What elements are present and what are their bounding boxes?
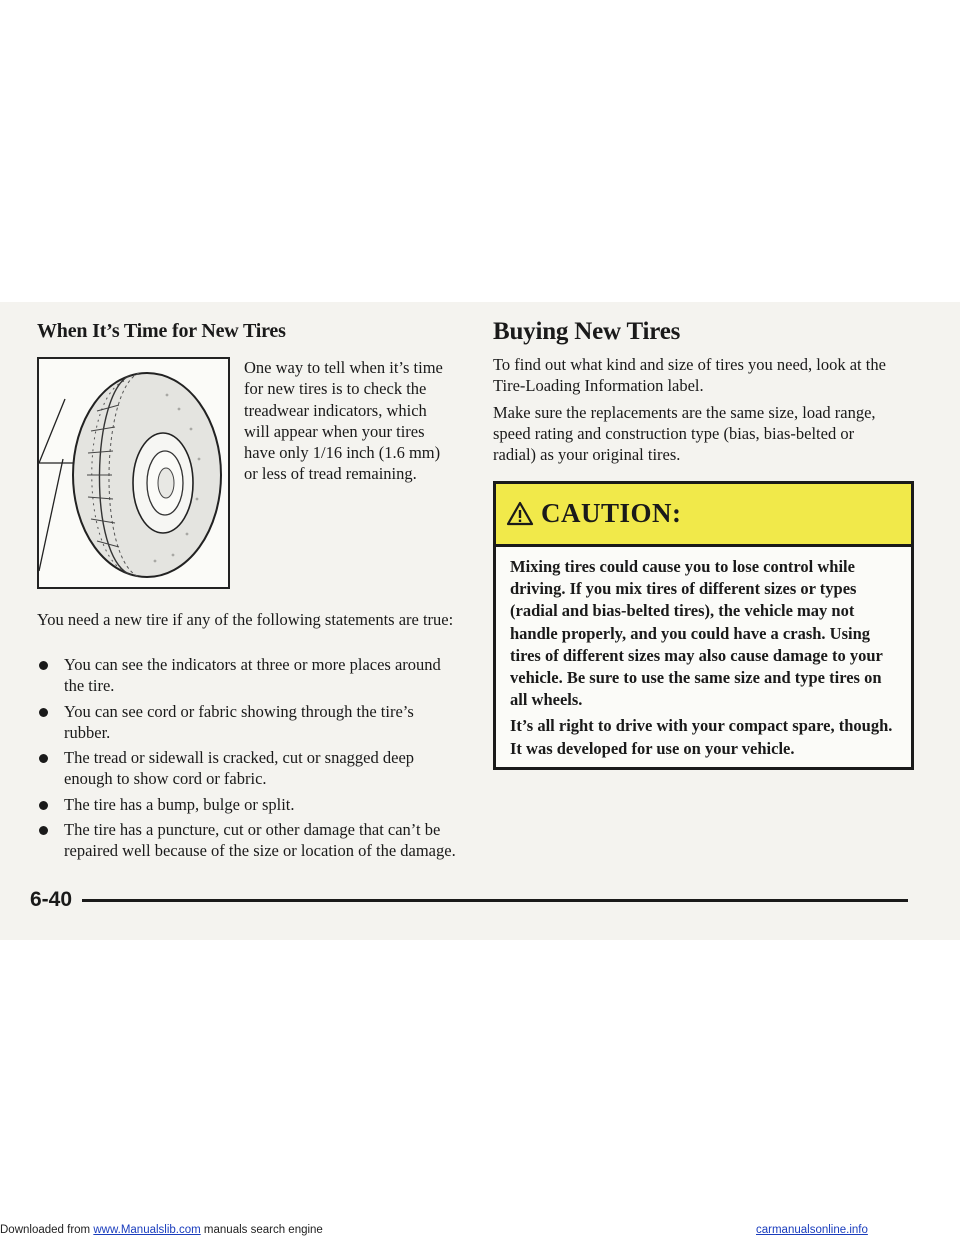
tire-drawing xyxy=(39,359,228,587)
footer xyxy=(0,1224,960,1242)
manualslib-link[interactable]: www.Manualslib.com xyxy=(93,1224,201,1236)
bullet-icon xyxy=(39,801,48,810)
buying-new-tires-heading: Buying New Tires xyxy=(493,318,681,345)
list-item: The tire has a bump, bulge or split. xyxy=(37,794,462,815)
footer-suffix: manuals search engine xyxy=(203,1224,323,1236)
tire-loading-paragraph: To find out what kind and size of tires you need, look at the Tire-Loading Information label. xyxy=(493,355,886,395)
page-rule xyxy=(82,899,908,902)
carmanualsonline-link[interactable]: carmanualsonline.info xyxy=(756,1224,868,1236)
footer-prefix: Downloaded from xyxy=(0,1224,91,1236)
tire-condition-list xyxy=(37,654,462,866)
need-new-tire-paragraph: You need a new tire if any of the following statements are true: xyxy=(37,610,454,629)
bullet-icon xyxy=(39,708,48,717)
page-number: 6-40 xyxy=(30,888,73,911)
bullet-icon xyxy=(39,661,48,670)
caution-title: CAUTION: xyxy=(541,498,682,528)
bullet-icon xyxy=(39,754,48,763)
caution-paragraph: Mixing tires could cause you to lose control while driving. If you mix tires of different sizes or types (radial and bias-belted tires), the vehicle may not handle properly, and you could have a crash. Using tires of different sizes may also cause damage to your vehicle. Be sure to use the same size and type tires on all wheels. xyxy=(510,557,883,710)
list-item: The tread or sidewall is cracked, cut or snagged deep enough to show cord or fabric. xyxy=(37,747,462,789)
replacement-paragraph: Make sure the replacements are the same size, load range, speed rating and construction type (bias, bias-belted or radial) as your original tires. xyxy=(493,403,876,464)
list-item: The tire has a puncture, cut or other damage that can’t be repaired well because of the size or location of the damage. xyxy=(37,819,462,861)
caution-body xyxy=(496,547,911,760)
caution-header xyxy=(496,484,911,547)
bullet-icon xyxy=(39,826,48,835)
caution-paragraph: It’s all right to drive with your compact spare, though. It was developed for use on your vehicle. xyxy=(510,716,893,758)
warning-triangle-icon xyxy=(506,501,534,526)
tire-illustration xyxy=(37,357,230,589)
section-heading-new-tires: When It’s Time for New Tires xyxy=(37,320,286,342)
list-item: You can see cord or fabric showing through the tire’s rubber. xyxy=(37,701,462,743)
intro-paragraph: One way to tell when it’s time for new tires is to check the treadwear indicators, which will appear when your tires have only 1/16 inch (1.6 mm) or less of tread remaining. xyxy=(244,358,443,484)
list-item: You can see the indicators at three or more places around the tire. xyxy=(37,654,462,696)
caution-box xyxy=(493,481,914,770)
